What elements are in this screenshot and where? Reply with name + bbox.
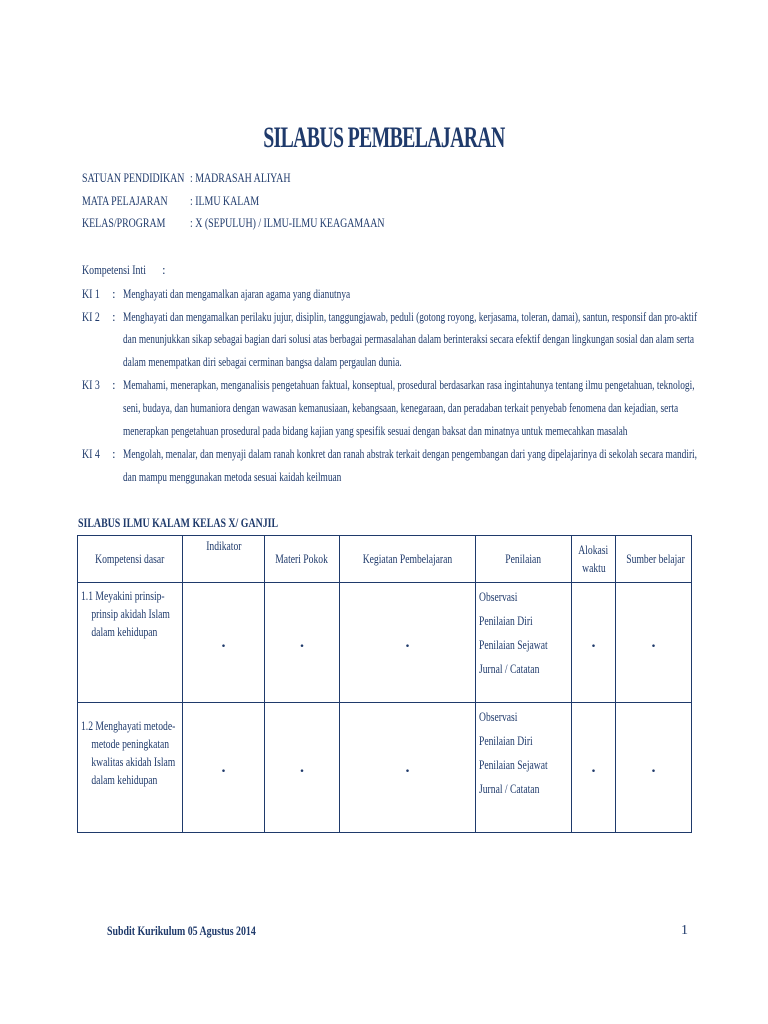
materi-cell: . (265, 583, 340, 703)
ki-line: Menghayati dan mengamalkan ajaran agama yang dianutnya (123, 286, 351, 301)
ki-code: KI 2 (82, 309, 100, 324)
ki-colon: : (112, 446, 116, 461)
footer-text: Subdit Kurikulum 05 Agustus 2014 (107, 923, 256, 938)
table-header-row (78, 536, 692, 583)
ki-line: Mengolah, menalar, dan menyaji dalam ranah konkret dan ranah abstrak terkait dengan pengembangan dari yang dipelajarinya di sekolah secara mandiri, (123, 446, 698, 461)
ki-code: KI 4 (82, 446, 100, 461)
sumber-cell: . (616, 703, 692, 833)
ki-line: dalam menempatkan diri sebagai cerminan bangsa dalam pergaulan dunia. (123, 354, 402, 369)
ki-line: dan menunjukkan sikap sebagai bagian dari solusi atas berbagai permasalahan dalam berinteraksi secara efektif dengan lingkungan sosial dan alam serta (123, 331, 695, 346)
table-row (78, 583, 692, 703)
header-alokasi-waktu: Alokasi waktu (572, 536, 616, 583)
header-sumber-belajar: Sumber belajar (616, 536, 692, 583)
ki-colon: : (112, 309, 116, 324)
header-kompetensi-dasar: Kompetensi dasar (78, 536, 183, 583)
meta-label: SATUAN PENDIDIKAN (82, 170, 185, 185)
meta-value: : ILMU KALAM (190, 193, 260, 208)
meta-label: MATA PELAJARAN (82, 193, 168, 208)
table-row (78, 703, 692, 833)
penilaian-cell: Observasi Penilaian Diri Penilaian Sejawat Jurnal / Catatan (476, 583, 572, 703)
header-materi-pokok: Materi Pokok (265, 536, 340, 583)
indikator-cell: . (183, 703, 265, 833)
kegiatan-cell: . (340, 583, 476, 703)
kd-cell: 1.2 Menghayati metode- metode peningkatan kwalitas akidah Islam dalam kehidupan (78, 703, 183, 833)
document-title: SILABUS PEMBELAJARAN (263, 121, 505, 154)
ki-code: KI 3 (82, 377, 100, 392)
alokasi-cell: . (572, 583, 616, 703)
meta-value: : X (SEPULUH) / ILMU-ILMU KEAGAMAAN (190, 215, 385, 230)
meta-label: KELAS/PROGRAM (82, 215, 166, 230)
kegiatan-cell: . (340, 703, 476, 833)
ki-colon: : (112, 377, 116, 392)
ki-heading-colon: : (162, 262, 166, 277)
header-penilaian: Penilaian (476, 536, 572, 583)
sumber-cell: . (616, 583, 692, 703)
ki-code: KI 1 (82, 286, 100, 301)
ki-line: dan mampu menggunakan metoda sesuai kaidah keilmuan (123, 469, 342, 484)
table-heading: SILABUS ILMU KALAM KELAS X/ GANJIL (78, 515, 279, 530)
ki-colon: : (112, 286, 116, 301)
kd-cell: 1.1 Meyakini prinsip- prinsip akidah Islam dalam kehidupan (78, 583, 183, 703)
page-number: 1 (681, 923, 688, 938)
penilaian-cell: Observasi Penilaian Diri Penilaian Sejawat Jurnal / Catatan (476, 703, 572, 833)
header-kegiatan: Kegiatan Pembelajaran (340, 536, 476, 583)
ki-line: seni, budaya, dan humaniora dengan wawasan kemanusiaan, kebangsaan, kenegaraan, dan peradaban terkait penyebab fenomena dan kejadian, serta (123, 400, 679, 415)
ki-heading: Kompetensi Inti : (82, 262, 166, 277)
materi-cell: . (265, 703, 340, 833)
ki-line: Memahami, menerapkan, menganalisis pengetahuan faktual, konseptual, prosedural berdasarkan rasa ingintahunya tentang ilmu pengetahuan, teknologi, (123, 377, 695, 392)
meta-value: : MADRASAH ALIYAH (190, 170, 291, 185)
indikator-cell: . (183, 583, 265, 703)
ki-line: Menghayati dan mengamalkan perilaku jujur, disiplin, tanggungjawab, peduli (gotong royong, kerjasama, toleran, damai), santun, responsif dan pro-aktif (123, 309, 698, 324)
alokasi-cell: . (572, 703, 616, 833)
syllabus-table (77, 535, 692, 833)
header-indikator: Indikator (183, 536, 265, 583)
ki-line: menerapkan pengetahuan prosedural pada bidang kajian yang spesifik sesuai dengan baksat dan minatnya untuk memecahkan masalah (123, 423, 628, 438)
